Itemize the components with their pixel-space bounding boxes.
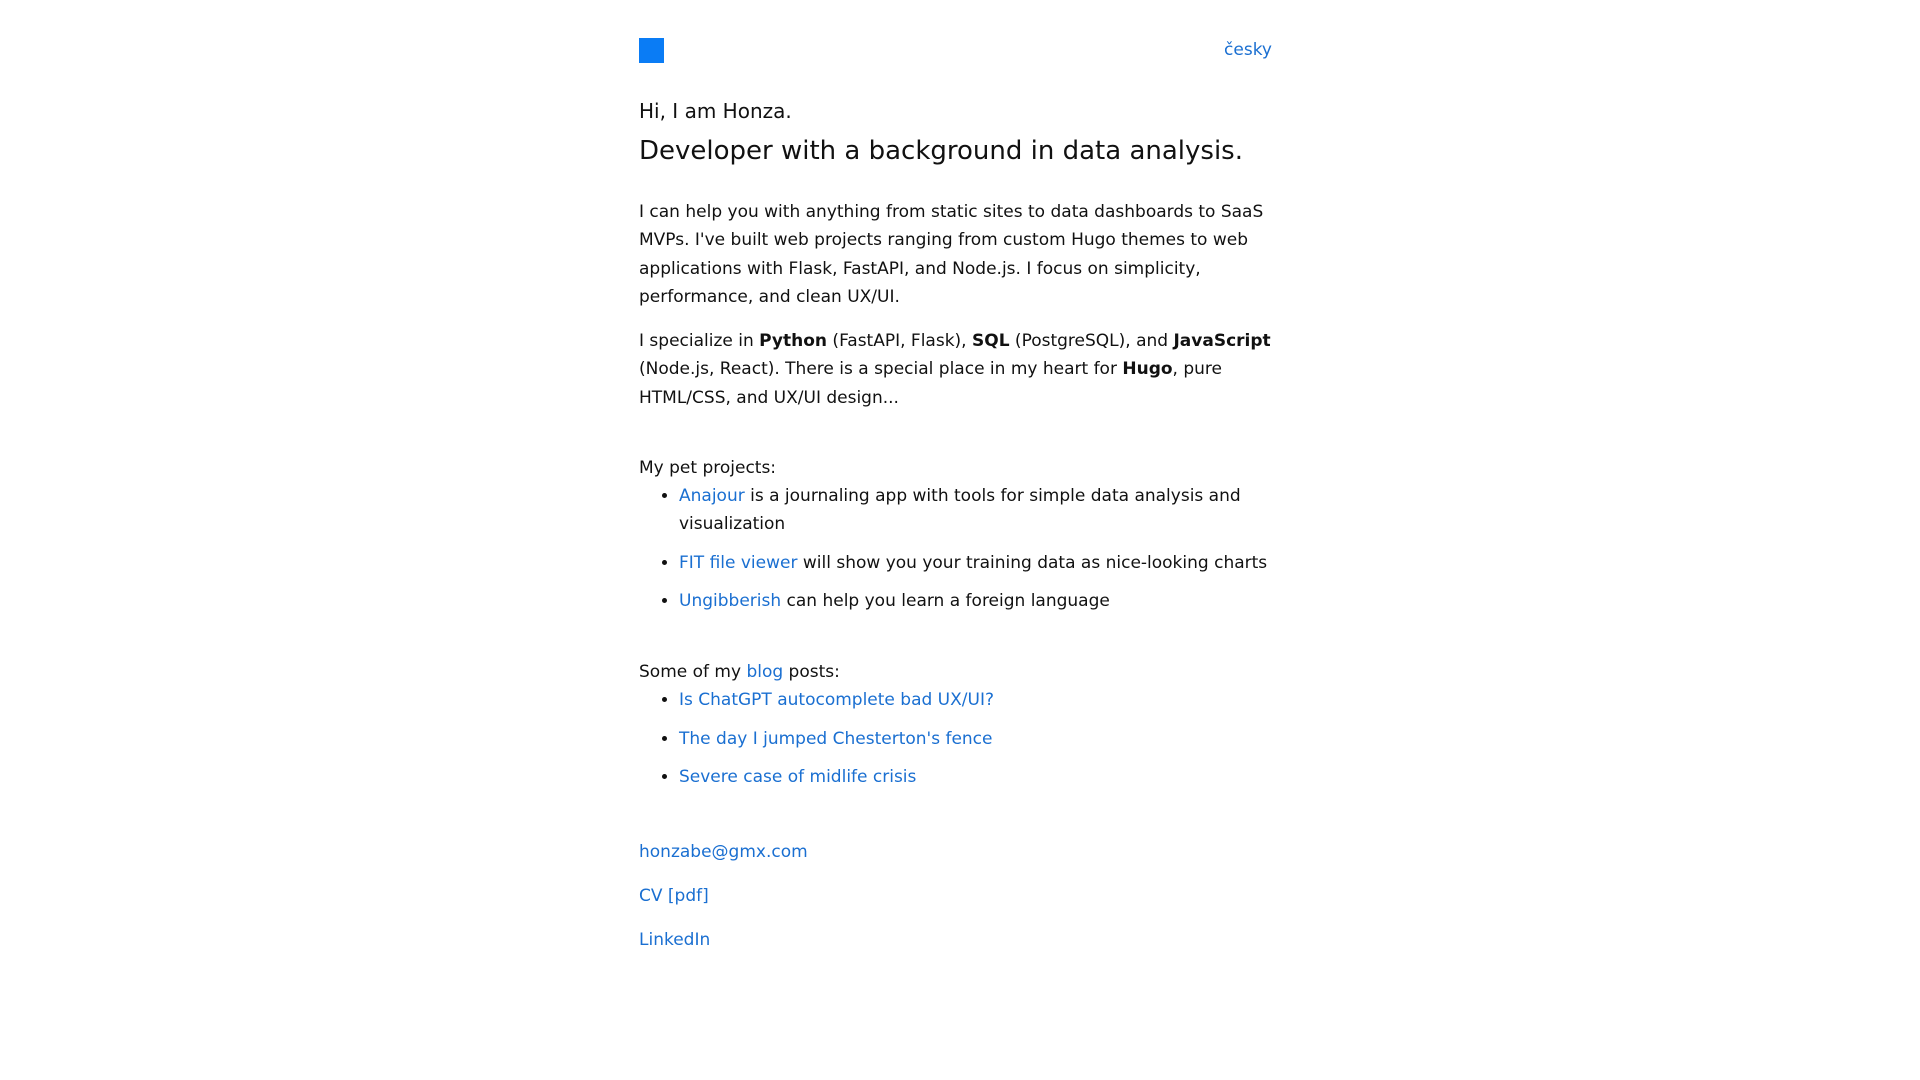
- about-text: (PostgreSQL), and: [1009, 331, 1174, 352]
- project-description: is a journaling app with tools for simple data analysis and visualization: [679, 486, 1241, 535]
- list-item: [679, 725, 1289, 753]
- blog-link[interactable]: blog: [746, 662, 784, 683]
- about-text: I specialize in: [639, 331, 760, 352]
- cv-pdf-link[interactable]: CV [pdf]: [639, 886, 709, 907]
- contact-linkedin-row: [639, 926, 1289, 954]
- skill-javascript: JavaScript: [1173, 331, 1271, 352]
- linkedin-link[interactable]: LinkedIn: [639, 930, 711, 951]
- header: [639, 0, 1289, 78]
- skill-hugo: Hugo: [1122, 359, 1173, 380]
- project-link-ungibberish[interactable]: Ungibberish: [679, 590, 782, 611]
- list-item: [679, 763, 1289, 791]
- blog-post-link[interactable]: Is ChatGPT autocomplete bad UX/UI?: [679, 690, 994, 711]
- contact-cv-row: [639, 882, 1289, 910]
- blog-post-link[interactable]: Severe case of midlife crisis: [679, 766, 917, 787]
- pet-projects-label: My pet projects:: [639, 458, 777, 479]
- skill-python: Python: [759, 331, 828, 352]
- blog-post-link[interactable]: The day I jumped Chesterton's fence: [679, 728, 993, 749]
- about-text: , pure HTML/CSS, and UX/UI design...: [639, 359, 1222, 408]
- about-paragraph-2: [639, 327, 1289, 412]
- skill-sql: SQL: [972, 331, 1010, 352]
- greeting-heading: Hi, I am Honza.: [639, 99, 792, 123]
- about-paragraph-1: I can help you with anything from static sites to data dashboards to SaaS MVPs. I've built web projects ranging from custom Hugo themes to web applications with Flask, FastAPI, and Node.js. I focus on simplicity, performance, and clean UX/UI.: [639, 202, 1264, 307]
- logo-home-link[interactable]: [639, 38, 664, 63]
- list-item: [679, 549, 1289, 577]
- list-item: [679, 587, 1289, 615]
- blog-label-text: Some of my: [639, 662, 747, 683]
- project-link-anajour[interactable]: Anajour: [679, 486, 745, 507]
- email-link[interactable]: honzabe@gmx.com: [639, 842, 808, 863]
- blog-label-text: posts:: [783, 662, 840, 683]
- project-link-fit-file-viewer[interactable]: FIT file viewer: [679, 552, 798, 573]
- about-text: (FastAPI, Flask),: [827, 331, 972, 352]
- tagline-heading: Developer with a background in data analysis.: [639, 136, 1243, 166]
- blog-posts-label: [639, 658, 1289, 686]
- blog-posts-list: [639, 686, 1289, 791]
- project-description: can help you learn a foreign language: [781, 590, 1110, 611]
- list-item: [679, 482, 1289, 539]
- page-container: [639, 0, 1289, 954]
- language-switch-link[interactable]: česky: [1224, 40, 1272, 60]
- about-text: (Node.js, React). There is a special place in my heart for: [639, 359, 1123, 380]
- project-description: will show you your training data as nice-looking charts: [797, 552, 1268, 573]
- list-item: [679, 686, 1289, 714]
- pet-projects-list: [639, 482, 1289, 615]
- contact-email-row: [639, 838, 1289, 866]
